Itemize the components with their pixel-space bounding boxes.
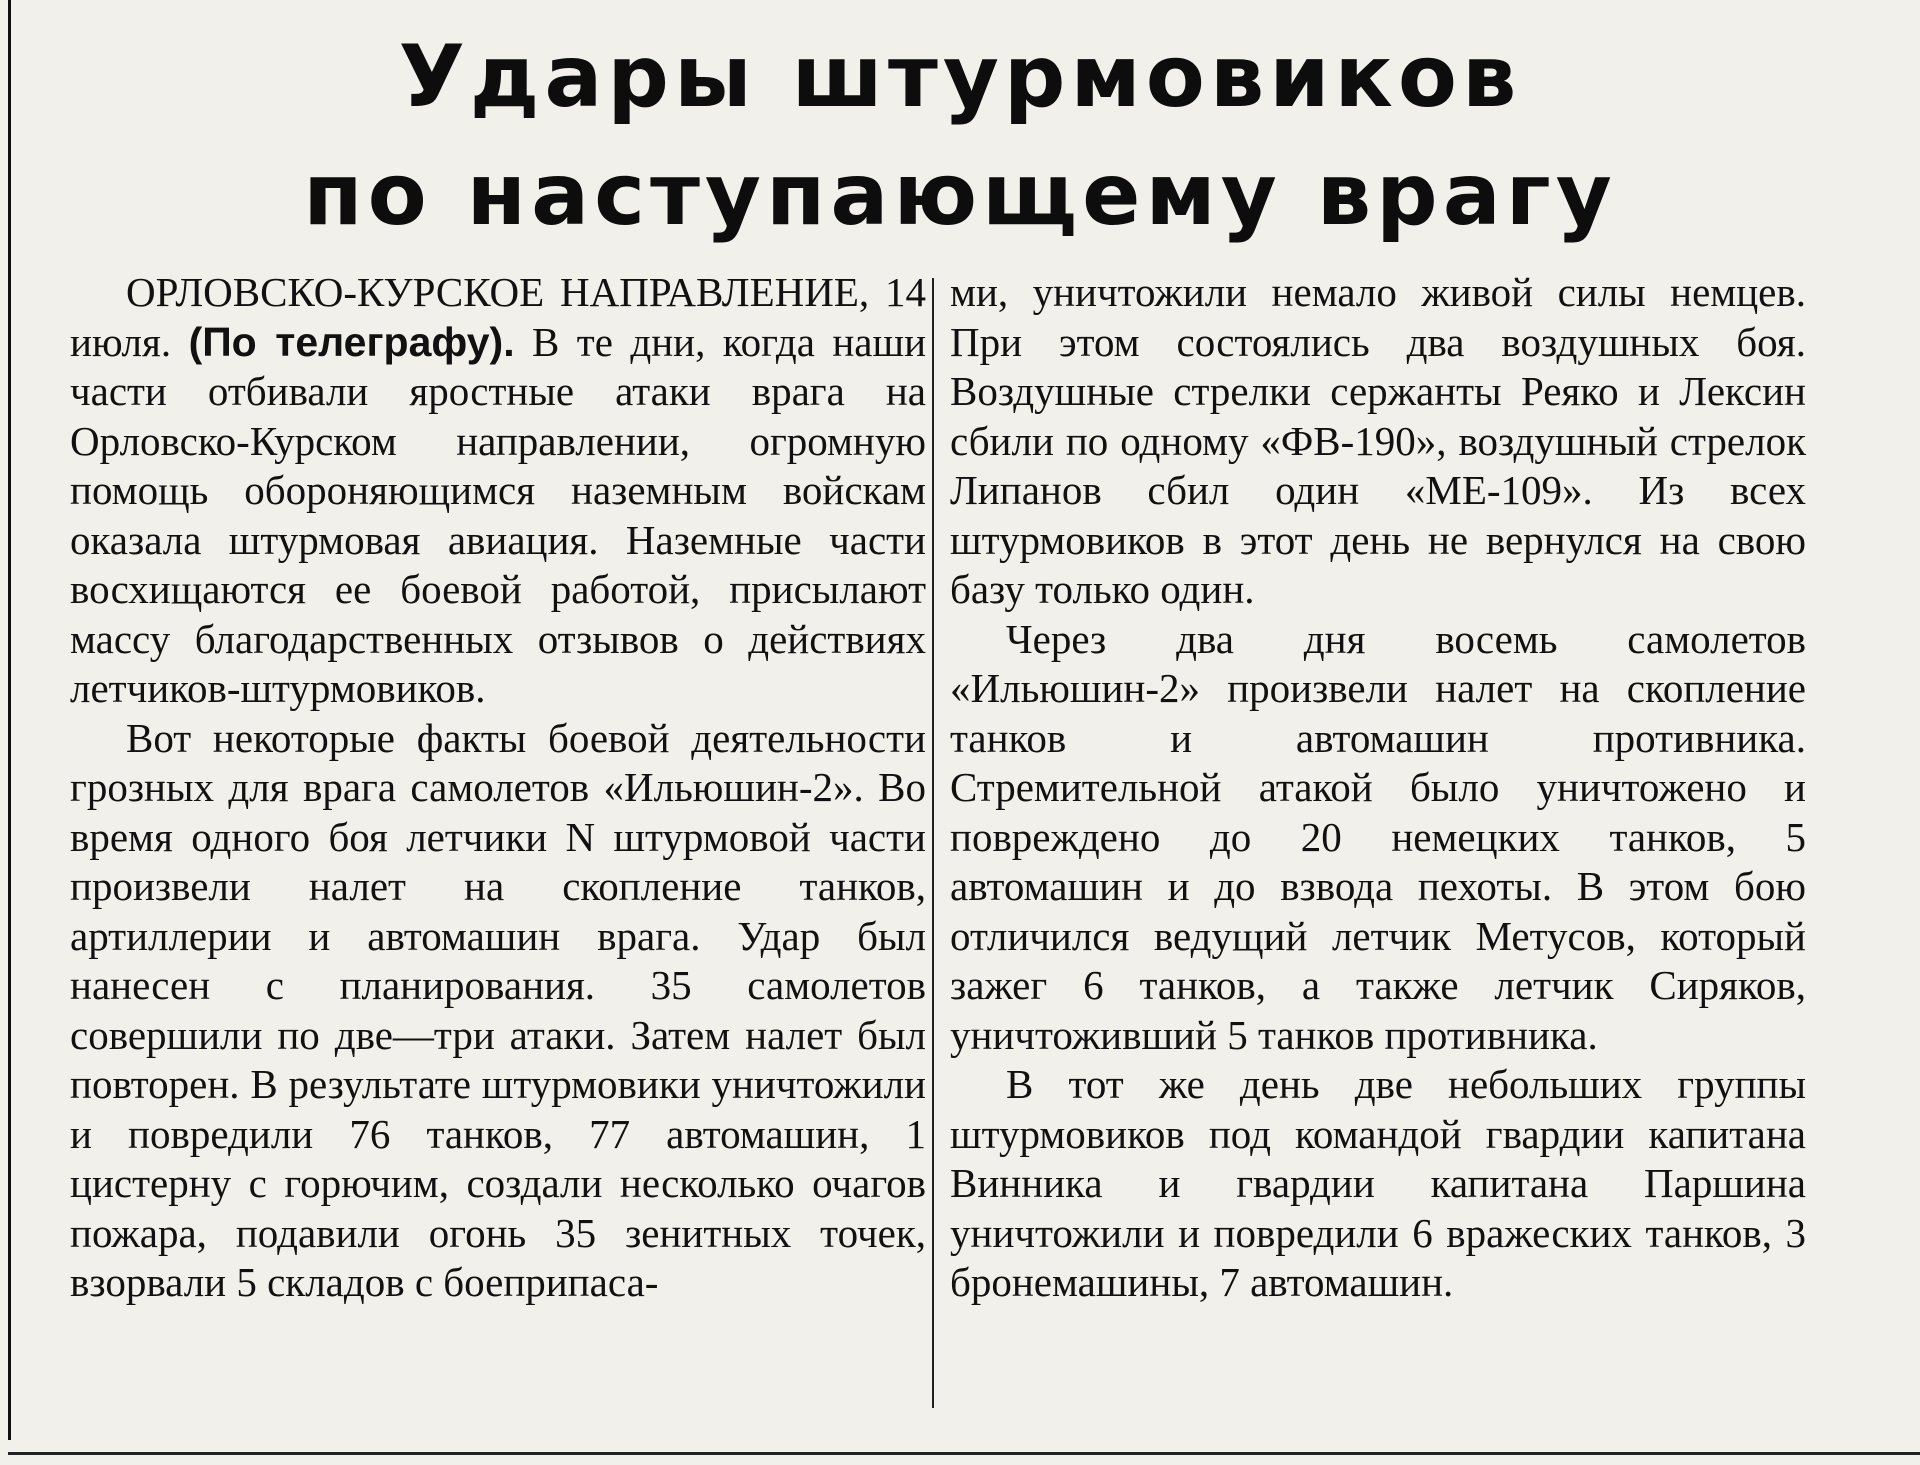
column-right (950, 268, 1806, 1308)
column-left (70, 268, 926, 1308)
page-bottom-border (8, 1452, 1920, 1455)
paragraph-4: В тот же день две небольших группы штурмовиков под командой гвардии капитана Винника и гвардии капитана Паршина уничтожили и повредили 6 вражеских танков, 3 бронемашины, 7 автомашин. (950, 1061, 1806, 1305)
paragraph-1 (70, 268, 926, 714)
headline-line-1: Удары штурмовиков (398, 27, 1522, 127)
column-divider (932, 278, 934, 1408)
article-headline (60, 18, 1860, 254)
paragraph-2-continued: ми, уничтожили немало живой силы немцев. При этом состоялись два воздушных боя. Воздушные стрелки сержанты Реяко и Лексин сбили по одному «ФВ-190», воздушный стрелок Липанов сбил один «МЕ-109». Из всех штурмовиков в этот день не вернулся на свою базу только один. (950, 269, 1806, 612)
paragraph-2: Вот некоторые факты боевой деятельности грозных для врага самолетов «Ильюшин-2». Во время одного боя летчики N штурмовой части произвели налет на скопление танков, артиллерии и автомашин врага. Удар был нанесен с планирования. 35 самолетов совершили по две—три атаки. Затем налет был повторен. В результате штурмовики уничтожили и повредили 76 танков, 77 автомашин, 1 цистерну с горючим, создали несколько очагов пожара, подавили огонь 35 зенитных точек, взорвали 5 складов с боеприпаса- (70, 714, 926, 1305)
article-columns (60, 268, 1860, 1428)
headline-line-2: по наступающему врагу (303, 145, 1617, 245)
paragraph-3: Через два дня восемь самолетов «Ильюшин-2» произвели налет на скопление танков и автомашин противника. Стремительной атакой было уничтожено и повреждено до 20 немецких танков, 5 автомашин и до взвода пехоты. В этом бою отличился ведущий летчик Метусов, который зажег 6 танков, а также летчик Сиряков, уничтоживший 5 танков противника. (950, 615, 1806, 1058)
source-note: (По телеграфу). (188, 318, 515, 365)
dateline: ОРЛОВСКО-КУРСКОЕ НАПРАВЛЕНИЕ, 14 июля. (70, 269, 926, 365)
paragraph-1-body: В те дни, когда наши части отбивали яростные атаки врага на Орловско-Курском направлении, огромную помощь обороняющимся наземным войскам оказала штурмовая авиация. Наземные части восхищаются ее боевой работой, присылают массу благодарственных отзывов о действиях летчиков-штурмовиков. (70, 318, 927, 711)
page-left-border (8, 0, 11, 1440)
newspaper-article (60, 18, 1860, 1305)
